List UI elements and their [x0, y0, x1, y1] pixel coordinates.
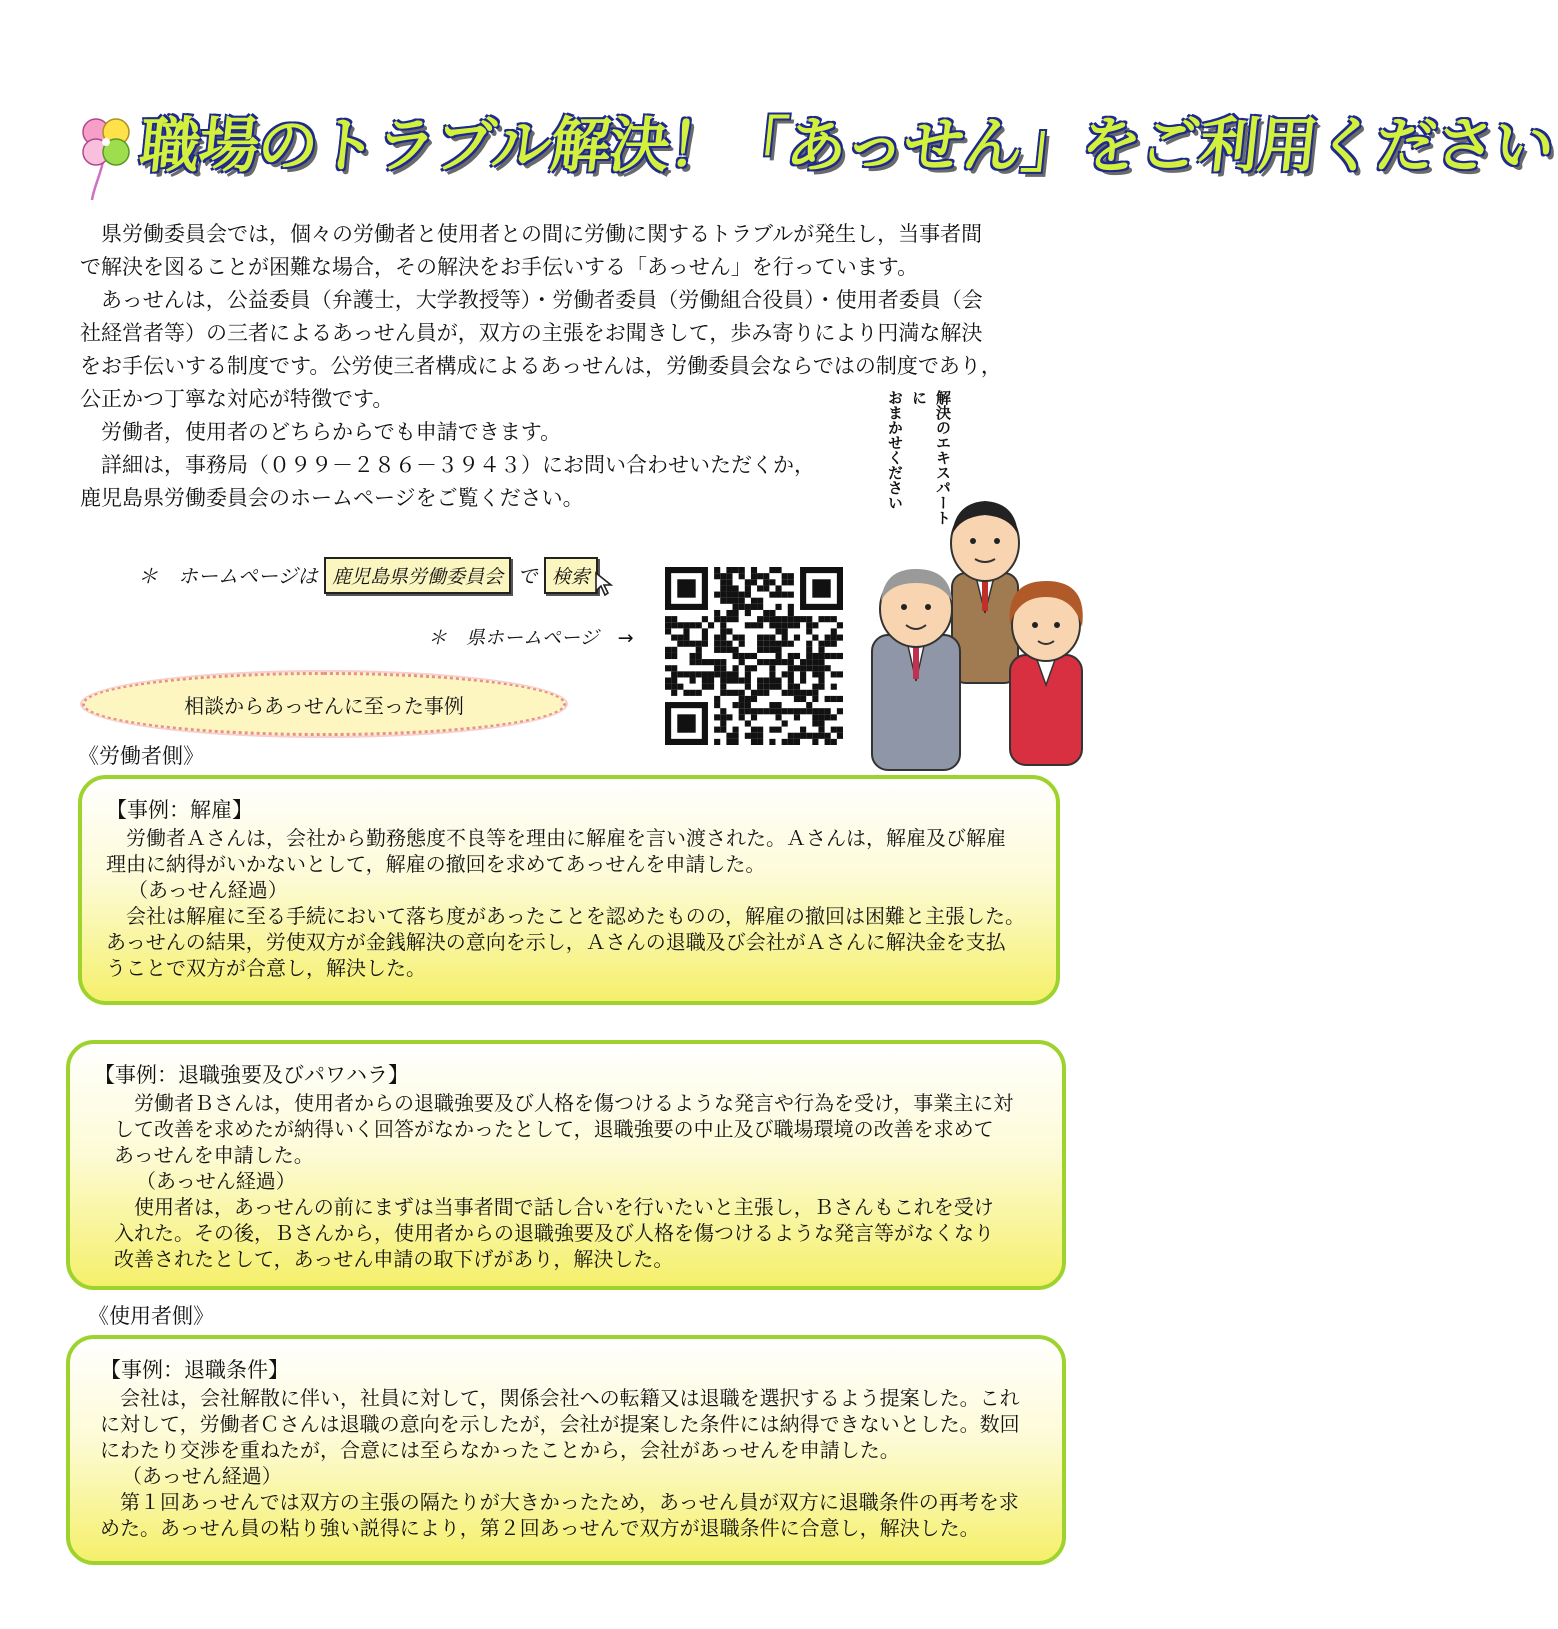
search-keyword-box[interactable]: 鹿児島県労働委員会	[324, 557, 511, 594]
case-title: 【事例：退職条件】	[100, 1358, 289, 1382]
case-line: 理由に納得がいかないとして，解雇の撤回を求めてあっせんを申請した。	[106, 852, 766, 876]
case-line: あっせんを申請した。	[114, 1143, 314, 1167]
case-line: して改善を求めたが納得いく回答がなかったとして，退職強要の中止及び職場環境の改善を求めて	[114, 1117, 994, 1141]
case-title: 【事例：解雇】	[106, 798, 253, 822]
cases-heading-text: 相談からあっせんに至った事例	[184, 693, 464, 718]
case-line: （あっせん経過）	[128, 878, 288, 902]
case-line: 会社は，会社解散に伴い，社員に対して，関係会社への転籍又は退職を選択するよう提案した。これ	[100, 1386, 1020, 1410]
search-button[interactable]: 検索	[544, 557, 598, 594]
caption-line: 解決のエキスパートに	[910, 390, 952, 525]
intro-line: 労働者，使用者のどちらからでも申請できます。	[80, 420, 562, 444]
cases-heading	[82, 672, 566, 736]
homepage-de: で	[517, 564, 538, 588]
case-line: 労働者Ｂさんは，使用者からの退職強要及び人格を傷つけるような発言や行為を受け，事業主に対	[114, 1091, 1014, 1115]
case-card-harassment	[66, 1040, 1066, 1290]
case-line: 改善されたとして，あっせん申請の取下げがあり，解決した。	[114, 1247, 674, 1271]
intro-line: で解決を図ることが困難な場合，その解決をお手伝いする「あっせん」を行っています。	[80, 255, 919, 279]
case-card-dismissal	[78, 775, 1060, 1005]
caption-line: おまかせください	[886, 390, 904, 510]
case-line: 第１回あっせんでは双方の主張の隔たりが大きかったため，あっせん員が双方に退職条件の再考を求	[100, 1490, 1019, 1514]
homepage-prefix: ＊ ホームページは	[138, 564, 318, 588]
case-line: 会社は解雇に至る手続において落ち度があったことを認めたものの，解雇の撤回は困難と主張した。	[106, 904, 1025, 928]
experts-illustration	[860, 485, 1100, 780]
qr-code[interactable]	[665, 567, 843, 745]
case-line: に対して，労働者Ｃさんは退職の意向を示したが，会社が提案した条件には納得できないとした。数回	[100, 1412, 1020, 1436]
case-card-retirement	[66, 1335, 1066, 1565]
case-line: めた。あっせん員の粘り強い説得により，第２回あっせんで双方が退職条件に合意し，解決した。	[100, 1516, 980, 1540]
case-line: あっせんの結果，労使双方が金銭解決の意向を示し，Ａさんの退職及び会社がＡさんに解決金を支払	[106, 930, 1006, 954]
intro-line: 公正かつ丁寧な対応が特徴です。	[80, 387, 394, 411]
case-line: （あっせん経過）	[122, 1464, 282, 1488]
case-line: 入れた。その後，Ｂさんから，使用者からの退職強要及び人格を傷つけるような発言等がなくなり	[114, 1221, 994, 1245]
intro-line: 詳細は，事務局（０９９－２８６－３９４３）にお問い合わせいただくか，	[80, 453, 815, 477]
case-line: にわたり交渉を重ねたが，合意には至らなかったことから，会社があっせんを申請した。	[100, 1438, 900, 1462]
intro-line: をお手伝いする制度です。公労使三者構成によるあっせんは，労働委員会ならではの制度であり，	[80, 354, 1002, 378]
employer-side-label: 《使用者側》	[88, 1304, 214, 1328]
pref-homepage-label: ＊ 県ホームページ →	[428, 627, 634, 649]
case-line: （あっせん経過）	[136, 1169, 296, 1193]
clover-icon	[72, 108, 142, 204]
cursor-icon	[594, 571, 616, 597]
intro-line: 鹿児島県労働委員会のホームページをご覧ください。	[80, 486, 584, 510]
case-line: 使用者は，あっせんの前にまずは当事者間で話し合いを行いたいと主張し，Ｂさんもこれを受け	[114, 1195, 994, 1219]
case-title: 【事例：退職強要及びパワハラ】	[94, 1063, 409, 1087]
case-line: うことで双方が合意し，解決した。	[106, 956, 426, 980]
case-line: 労働者Ａさんは，会社から勤務態度不良等を理由に解雇を言い渡された。Ａさんは，解雇及び解雇	[106, 826, 1006, 850]
intro-line: 県労働委員会では，個々の労働者と使用者との間に労働に関するトラブルが発生し，当事者間	[80, 222, 983, 246]
worker-side-label: 《労働者側》	[78, 744, 204, 768]
homepage-search-row	[138, 557, 616, 597]
page-title: 職場のトラブル解決！「あっせん」をご利用ください	[136, 111, 1557, 181]
intro-line: 社経営者等）の三者によるあっせん員が，双方の主張をお聞きして，歩み寄りにより円満な解決	[80, 321, 983, 345]
intro-line: あっせんは，公益委員（弁護士，大学教授等）・労働者委員（労働組合役員）・使用者委員（会	[80, 288, 983, 312]
